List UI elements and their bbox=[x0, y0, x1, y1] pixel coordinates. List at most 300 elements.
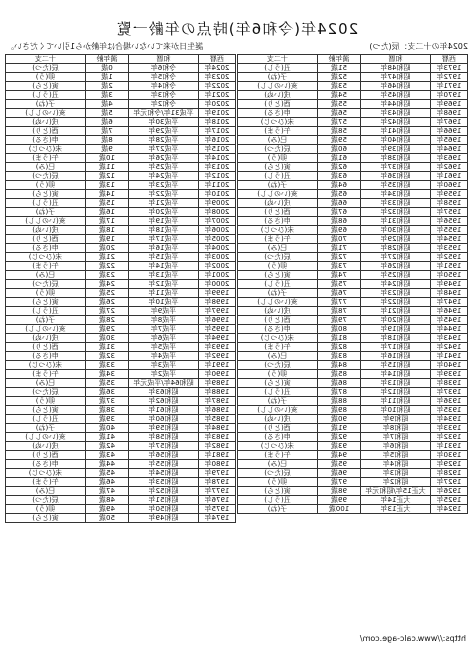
cell-seireki: 1934年 bbox=[431, 415, 468, 424]
cell-age: 99歳 bbox=[318, 496, 361, 505]
cell-seireki: 1995年 bbox=[199, 325, 236, 334]
cell-age: 29歳 bbox=[86, 325, 129, 334]
cell-wareki: 昭和28年 bbox=[361, 244, 431, 253]
header-wareki: 和暦 bbox=[361, 55, 431, 64]
cell-zodiac: 丑(うし) bbox=[238, 64, 318, 73]
cell-wareki: 昭和42年 bbox=[361, 118, 431, 127]
cell-age: 5歳 bbox=[86, 109, 129, 118]
cell-wareki: 昭和62年 bbox=[129, 397, 199, 406]
cell-age: 62歳 bbox=[318, 163, 361, 172]
table-row bbox=[6, 280, 236, 289]
cell-zodiac: 未(ひつじ) bbox=[238, 118, 318, 127]
table-row bbox=[6, 406, 236, 415]
cell-seireki: 2023年 bbox=[199, 73, 236, 82]
cell-wareki: 平成23年 bbox=[129, 181, 199, 190]
table-row bbox=[238, 469, 468, 478]
cell-age: 56歳 bbox=[318, 109, 361, 118]
cell-wareki: 昭和45年 bbox=[361, 91, 431, 100]
cell-age: 40歳 bbox=[86, 424, 129, 433]
table-row bbox=[238, 325, 468, 334]
cell-zodiac: 亥(いのしし) bbox=[238, 298, 318, 307]
table-row bbox=[238, 64, 468, 73]
cell-wareki: 平成30年 bbox=[129, 118, 199, 127]
cell-seireki: 2019年 bbox=[199, 109, 236, 118]
cell-zodiac: 酉(とり) bbox=[6, 235, 86, 244]
cell-zodiac: 戌(いぬ) bbox=[6, 442, 86, 451]
cell-zodiac: 亥(いのしし) bbox=[6, 217, 86, 226]
table-row bbox=[238, 73, 468, 82]
cell-zodiac: 午(うま) bbox=[6, 370, 86, 379]
table-row bbox=[238, 307, 468, 316]
table-row bbox=[6, 199, 236, 208]
cell-wareki: 平成17年 bbox=[129, 235, 199, 244]
table-row bbox=[6, 370, 236, 379]
cell-age: 67歳 bbox=[318, 208, 361, 217]
cell-wareki: 令和2年 bbox=[129, 100, 199, 109]
cell-wareki: 昭和50年 bbox=[129, 505, 199, 514]
cell-age: 69歳 bbox=[318, 226, 361, 235]
cell-seireki: 1930年 bbox=[431, 451, 468, 460]
cell-zodiac: 子(ね) bbox=[6, 100, 86, 109]
cell-seireki: 2003年 bbox=[199, 253, 236, 262]
cell-seireki: 1966年 bbox=[431, 127, 468, 136]
cell-seireki: 2016年 bbox=[199, 136, 236, 145]
cell-wareki: 昭和27年 bbox=[361, 253, 431, 262]
cell-age: 41歳 bbox=[86, 433, 129, 442]
cell-wareki: 平成2年 bbox=[129, 370, 199, 379]
table-row bbox=[6, 361, 236, 370]
cell-age: 49歳 bbox=[86, 505, 129, 514]
cell-wareki: 昭和39年 bbox=[361, 145, 431, 154]
cell-age: 50歳 bbox=[86, 514, 129, 523]
cell-zodiac: 丑(うし) bbox=[6, 415, 86, 424]
table-row bbox=[6, 451, 236, 460]
cell-zodiac: 午(うま) bbox=[6, 154, 86, 163]
cell-age: 64歳 bbox=[318, 181, 361, 190]
cell-zodiac: 卯(う) bbox=[6, 289, 86, 298]
cell-zodiac: 亥(いのしし) bbox=[6, 325, 86, 334]
cell-zodiac: 申(さる) bbox=[238, 109, 318, 118]
table-header-row bbox=[238, 55, 468, 64]
table-row bbox=[238, 199, 468, 208]
table-row bbox=[238, 145, 468, 154]
cell-seireki: 2004年 bbox=[199, 244, 236, 253]
cell-seireki: 1972年 bbox=[431, 73, 468, 82]
table-row bbox=[238, 91, 468, 100]
cell-zodiac: 酉(とり) bbox=[238, 316, 318, 325]
cell-seireki: 1999年 bbox=[199, 289, 236, 298]
cell-age: 38歳 bbox=[86, 406, 129, 415]
cell-wareki: 昭和34年 bbox=[361, 190, 431, 199]
cell-seireki: 1948年 bbox=[431, 289, 468, 298]
table-row bbox=[6, 289, 236, 298]
cell-seireki: 1927年 bbox=[431, 478, 468, 487]
cell-seireki: 1958年 bbox=[431, 199, 468, 208]
cell-wareki: 昭和43年 bbox=[361, 109, 431, 118]
cell-wareki: 大正15年/昭和元年 bbox=[361, 487, 431, 496]
cell-seireki: 1926年 bbox=[431, 487, 468, 496]
cell-wareki: 平成5年 bbox=[129, 343, 199, 352]
cell-age: 32歳 bbox=[86, 352, 129, 361]
cell-wareki: 昭和19年 bbox=[361, 325, 431, 334]
cell-seireki: 1941年 bbox=[431, 352, 468, 361]
cell-age: 34歳 bbox=[86, 370, 129, 379]
cell-seireki: 1929年 bbox=[431, 460, 468, 469]
table-row bbox=[6, 298, 236, 307]
cell-age: 30歳 bbox=[86, 334, 129, 343]
table-row bbox=[238, 460, 468, 469]
subtitle-note: 誕生日が来ていない場合は年齢から1引いてください。 bbox=[6, 42, 204, 51]
cell-seireki: 1973年 bbox=[431, 64, 468, 73]
table-row bbox=[6, 100, 236, 109]
cell-zodiac: 巳(み) bbox=[238, 460, 318, 469]
cell-wareki: 平成24年 bbox=[129, 172, 199, 181]
cell-seireki: 2018年 bbox=[199, 118, 236, 127]
cell-seireki: 1985年 bbox=[199, 415, 236, 424]
table-row bbox=[238, 118, 468, 127]
cell-wareki: 昭和64年/平成元年 bbox=[129, 379, 199, 388]
cell-wareki: 昭和25年 bbox=[361, 271, 431, 280]
cell-seireki: 1959年 bbox=[431, 190, 468, 199]
cell-seireki: 1946年 bbox=[431, 307, 468, 316]
table-row bbox=[238, 280, 468, 289]
cell-wareki: 平成19年 bbox=[129, 217, 199, 226]
cell-age: 58歳 bbox=[318, 127, 361, 136]
cell-age: 52歳 bbox=[318, 73, 361, 82]
cell-seireki: 1939年 bbox=[431, 370, 468, 379]
cell-wareki: 昭和8年 bbox=[361, 424, 431, 433]
cell-seireki: 1994年 bbox=[199, 334, 236, 343]
cell-age: 81歳 bbox=[318, 334, 361, 343]
cell-age: 89歳 bbox=[318, 406, 361, 415]
cell-zodiac: 卯(う) bbox=[6, 73, 86, 82]
cell-age: 86歳 bbox=[318, 379, 361, 388]
cell-age: 8歳 bbox=[86, 136, 129, 145]
cell-age: 93歳 bbox=[318, 442, 361, 451]
cell-wareki: 大正13年 bbox=[361, 505, 431, 514]
table-row bbox=[238, 415, 468, 424]
cell-zodiac: 戌(いぬ) bbox=[6, 118, 86, 127]
cell-age: 92歳 bbox=[318, 433, 361, 442]
cell-age: 45歳 bbox=[86, 469, 129, 478]
cell-age: 60歳 bbox=[318, 145, 361, 154]
cell-zodiac: 丑(うし) bbox=[238, 388, 318, 397]
cell-seireki: 1987年 bbox=[199, 397, 236, 406]
cell-zodiac: 寅(とら) bbox=[238, 163, 318, 172]
cell-wareki: 昭和53年 bbox=[129, 478, 199, 487]
cell-seireki: 1984年 bbox=[199, 424, 236, 433]
cell-seireki: 1964年 bbox=[431, 145, 468, 154]
cell-wareki: 昭和47年 bbox=[361, 73, 431, 82]
table-row bbox=[6, 334, 236, 343]
cell-zodiac: 子(ね) bbox=[238, 73, 318, 82]
table-row bbox=[238, 478, 468, 487]
table-row bbox=[238, 397, 468, 406]
cell-age: 61歳 bbox=[318, 154, 361, 163]
cell-wareki: 平成14年 bbox=[129, 262, 199, 271]
cell-age: 37歳 bbox=[86, 397, 129, 406]
cell-age: 6歳 bbox=[86, 118, 129, 127]
table-row bbox=[238, 235, 468, 244]
cell-wareki: 昭和26年 bbox=[361, 262, 431, 271]
table-row bbox=[6, 397, 236, 406]
cell-seireki: 1975年 bbox=[199, 505, 236, 514]
table-row bbox=[6, 505, 236, 514]
table-row bbox=[6, 253, 236, 262]
cell-age: 79歳 bbox=[318, 316, 361, 325]
cell-wareki: 昭和18年 bbox=[361, 334, 431, 343]
cell-wareki: 昭和36年 bbox=[361, 172, 431, 181]
table-row bbox=[238, 253, 468, 262]
cell-wareki: 昭和35年 bbox=[361, 181, 431, 190]
cell-age: 36歳 bbox=[86, 388, 129, 397]
cell-seireki: 1937年 bbox=[431, 388, 468, 397]
table-row bbox=[6, 352, 236, 361]
cell-zodiac: 卯(う) bbox=[238, 154, 318, 163]
cell-zodiac: 戌(いぬ) bbox=[238, 91, 318, 100]
cell-seireki: 1990年 bbox=[199, 370, 236, 379]
cell-zodiac: 巳(み) bbox=[6, 379, 86, 388]
cell-age: 83歳 bbox=[318, 352, 361, 361]
cell-zodiac: 子(ね) bbox=[238, 289, 318, 298]
cell-age: 42歳 bbox=[86, 442, 129, 451]
cell-age: 0歳 bbox=[86, 64, 129, 73]
table-row bbox=[238, 361, 468, 370]
cell-wareki: 昭和61年 bbox=[129, 406, 199, 415]
cell-zodiac: 辰(たつ) bbox=[6, 280, 86, 289]
cell-age: 91歳 bbox=[318, 424, 361, 433]
cell-age: 44歳 bbox=[86, 460, 129, 469]
cell-seireki: 1935年 bbox=[431, 406, 468, 415]
cell-wareki: 昭和12年 bbox=[361, 388, 431, 397]
table-row bbox=[6, 91, 236, 100]
cell-zodiac: 未(ひつじ) bbox=[6, 253, 86, 262]
cell-wareki: 昭和17年 bbox=[361, 343, 431, 352]
table-row bbox=[238, 262, 468, 271]
table-row bbox=[6, 208, 236, 217]
cell-wareki: 平成8年 bbox=[129, 316, 199, 325]
cell-seireki: 1933年 bbox=[431, 424, 468, 433]
cell-zodiac: 卯(う) bbox=[6, 397, 86, 406]
cell-zodiac: 寅(とら) bbox=[6, 406, 86, 415]
cell-age: 31歳 bbox=[86, 343, 129, 352]
table-row bbox=[6, 433, 236, 442]
cell-age: 94歳 bbox=[318, 451, 361, 460]
cell-wareki: 昭和60年 bbox=[129, 415, 199, 424]
table-row bbox=[6, 136, 236, 145]
cell-zodiac: 辰(たつ) bbox=[6, 496, 86, 505]
cell-wareki: 昭和54年 bbox=[129, 469, 199, 478]
cell-seireki: 1954年 bbox=[431, 235, 468, 244]
cell-wareki: 昭和23年 bbox=[361, 289, 431, 298]
table-row bbox=[6, 145, 236, 154]
table-row bbox=[6, 496, 236, 505]
cell-wareki: 平成4年 bbox=[129, 352, 199, 361]
cell-wareki: 昭和32年 bbox=[361, 208, 431, 217]
table-row bbox=[238, 154, 468, 163]
cell-wareki: 昭和29年 bbox=[361, 235, 431, 244]
cell-seireki: 2012年 bbox=[199, 172, 236, 181]
cell-age: 25歳 bbox=[86, 289, 129, 298]
cell-seireki: 1981年 bbox=[199, 451, 236, 460]
cell-wareki: 平成31年/令和元年 bbox=[129, 109, 199, 118]
cell-zodiac: 午(うま) bbox=[6, 262, 86, 271]
cell-age: 9歳 bbox=[86, 145, 129, 154]
cell-seireki: 1960年 bbox=[431, 181, 468, 190]
cell-zodiac: 丑(うし) bbox=[6, 307, 86, 316]
table-row bbox=[6, 379, 236, 388]
cell-zodiac: 未(ひつじ) bbox=[238, 226, 318, 235]
cell-seireki: 2015年 bbox=[199, 145, 236, 154]
cell-seireki: 2011年 bbox=[199, 181, 236, 190]
cell-zodiac: 子(ね) bbox=[238, 181, 318, 190]
cell-age: 51歳 bbox=[318, 64, 361, 73]
cell-wareki: 昭和16年 bbox=[361, 352, 431, 361]
table-row bbox=[238, 442, 468, 451]
cell-seireki: 2014年 bbox=[199, 154, 236, 163]
table-row bbox=[6, 262, 236, 271]
cell-wareki: 平成9年 bbox=[129, 307, 199, 316]
cell-seireki: 1944年 bbox=[431, 325, 468, 334]
cell-zodiac: 戌(いぬ) bbox=[238, 307, 318, 316]
cell-age: 97歳 bbox=[318, 478, 361, 487]
table-row bbox=[6, 235, 236, 244]
cell-seireki: 1979年 bbox=[199, 469, 236, 478]
cell-wareki: 昭和14年 bbox=[361, 370, 431, 379]
cell-seireki: 1925年 bbox=[431, 496, 468, 505]
cell-zodiac: 酉(とり) bbox=[6, 127, 86, 136]
cell-age: 11歳 bbox=[86, 163, 129, 172]
table-header-row bbox=[6, 55, 236, 64]
cell-wareki: 昭和3年 bbox=[361, 469, 431, 478]
table-row bbox=[6, 118, 236, 127]
cell-age: 48歳 bbox=[86, 496, 129, 505]
cell-seireki: 2005年 bbox=[199, 235, 236, 244]
cell-seireki: 1950年 bbox=[431, 271, 468, 280]
cell-zodiac: 子(ね) bbox=[238, 505, 318, 514]
cell-seireki: 1936年 bbox=[431, 397, 468, 406]
cell-seireki: 1942年 bbox=[431, 343, 468, 352]
cell-wareki: 昭和57年 bbox=[129, 442, 199, 451]
cell-zodiac: 戌(いぬ) bbox=[238, 415, 318, 424]
cell-wareki: 昭和52年 bbox=[129, 487, 199, 496]
cell-seireki: 1945年 bbox=[431, 316, 468, 325]
cell-age: 2歳 bbox=[86, 82, 129, 91]
header-zodiac: 十二支 bbox=[238, 55, 318, 64]
table-row bbox=[6, 109, 236, 118]
table-row bbox=[6, 478, 236, 487]
table-row bbox=[238, 505, 468, 514]
cell-age: 39歳 bbox=[86, 415, 129, 424]
table-row bbox=[6, 388, 236, 397]
cell-wareki: 平成26年 bbox=[129, 154, 199, 163]
cell-seireki: 1993年 bbox=[199, 343, 236, 352]
cell-zodiac: 辰(たつ) bbox=[238, 469, 318, 478]
cell-seireki: 1978年 bbox=[199, 478, 236, 487]
cell-age: 17歳 bbox=[86, 217, 129, 226]
cell-seireki: 2021年 bbox=[199, 91, 236, 100]
table-row bbox=[238, 226, 468, 235]
header-zodiac: 十二支 bbox=[6, 55, 86, 64]
cell-seireki: 2001年 bbox=[199, 271, 236, 280]
cell-age: 88歳 bbox=[318, 397, 361, 406]
table-row bbox=[238, 109, 468, 118]
table-row bbox=[6, 190, 236, 199]
cell-zodiac: 申(さる) bbox=[238, 433, 318, 442]
cell-zodiac: 申(さる) bbox=[238, 217, 318, 226]
cell-zodiac: 午(うま) bbox=[238, 127, 318, 136]
table-row bbox=[238, 127, 468, 136]
cell-seireki: 1962年 bbox=[431, 163, 468, 172]
table-row bbox=[6, 487, 236, 496]
table-row bbox=[238, 271, 468, 280]
age-table-recent bbox=[5, 54, 236, 523]
cell-age: 43歳 bbox=[86, 451, 129, 460]
cell-zodiac: 寅(とら) bbox=[238, 487, 318, 496]
cell-zodiac: 未(ひつじ) bbox=[6, 469, 86, 478]
cell-wareki: 昭和11年 bbox=[361, 397, 431, 406]
cell-age: 96歳 bbox=[318, 469, 361, 478]
header-age: 満年齢 bbox=[318, 55, 361, 64]
cell-zodiac: 辰(たつ) bbox=[6, 172, 86, 181]
cell-age: 70歳 bbox=[318, 235, 361, 244]
cell-zodiac: 未(ひつじ) bbox=[6, 361, 86, 370]
cell-age: 35歳 bbox=[86, 379, 129, 388]
table-row bbox=[238, 334, 468, 343]
cell-zodiac: 亥(いのしし) bbox=[238, 190, 318, 199]
cell-seireki: 2020年 bbox=[199, 100, 236, 109]
table-row bbox=[6, 64, 236, 73]
cell-age: 4歳 bbox=[86, 100, 129, 109]
cell-seireki: 1983年 bbox=[199, 433, 236, 442]
cell-seireki: 2000年 bbox=[199, 280, 236, 289]
cell-seireki: 1957年 bbox=[431, 208, 468, 217]
cell-seireki: 1968年 bbox=[431, 109, 468, 118]
cell-seireki: 1980年 bbox=[199, 460, 236, 469]
cell-wareki: 平成21年 bbox=[129, 199, 199, 208]
cell-age: 66歳 bbox=[318, 199, 361, 208]
cell-seireki: 1997年 bbox=[199, 307, 236, 316]
cell-age: 75歳 bbox=[318, 280, 361, 289]
table-row bbox=[238, 289, 468, 298]
cell-age: 77歳 bbox=[318, 298, 361, 307]
cell-zodiac: 丑(うし) bbox=[238, 172, 318, 181]
cell-wareki: 平成25年 bbox=[129, 163, 199, 172]
cell-seireki: 1989年 bbox=[199, 379, 236, 388]
cell-zodiac: 酉(とり) bbox=[6, 451, 86, 460]
cell-zodiac: 午(うま) bbox=[238, 235, 318, 244]
table-row bbox=[6, 181, 236, 190]
cell-zodiac: 寅(とら) bbox=[6, 190, 86, 199]
cell-zodiac: 申(さる) bbox=[6, 460, 86, 469]
cell-zodiac: 未(ひつじ) bbox=[238, 442, 318, 451]
cell-zodiac: 申(さる) bbox=[238, 325, 318, 334]
cell-zodiac: 丑(うし) bbox=[238, 280, 318, 289]
cell-seireki: 2022年 bbox=[199, 82, 236, 91]
cell-age: 23歳 bbox=[86, 271, 129, 280]
cell-seireki: 1965年 bbox=[431, 136, 468, 145]
table-row bbox=[6, 307, 236, 316]
cell-zodiac: 子(ね) bbox=[238, 397, 318, 406]
table-row bbox=[238, 217, 468, 226]
cell-age: 46歳 bbox=[86, 478, 129, 487]
table-row bbox=[238, 190, 468, 199]
table-row bbox=[6, 163, 236, 172]
table-row bbox=[6, 415, 236, 424]
cell-age: 18歳 bbox=[86, 226, 129, 235]
cell-wareki: 平成15年 bbox=[129, 253, 199, 262]
cell-wareki: 昭和55年 bbox=[129, 460, 199, 469]
